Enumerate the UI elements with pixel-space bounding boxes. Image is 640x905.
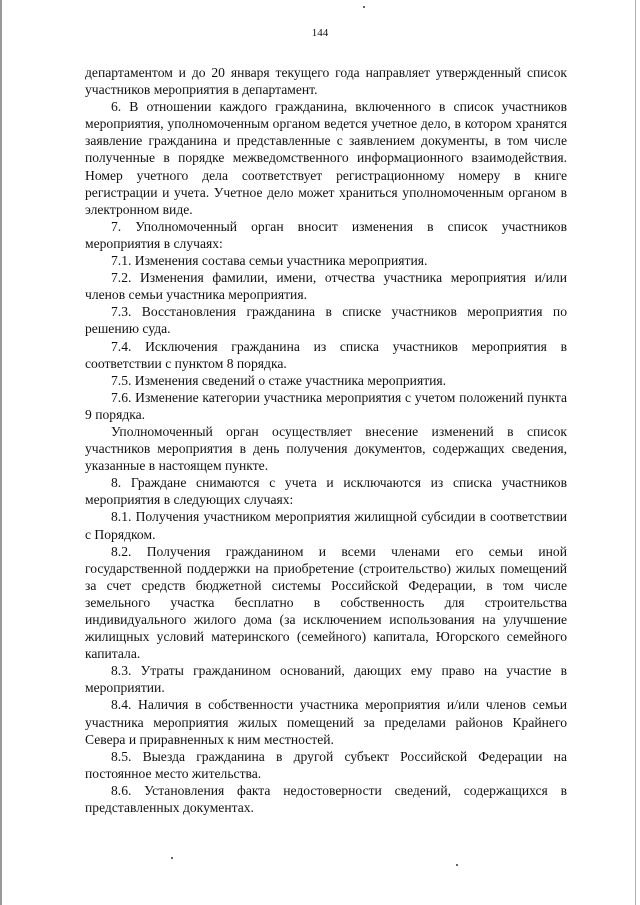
paragraph-item-7-3: 7.3. Восстановления гражданина в списке участников мероприятия по решению суда. [85,304,567,337]
paragraph-item-8: 8. Граждане снимаются с учета и исключаются из списка участников мероприятия в следующих случаях: [85,475,567,508]
paragraph-item-8-6: 8.6. Установления факта недостоверности сведений, содержащихся в представленных документах. [85,782,567,816]
paragraph-item-7-5: 7.5. Изменения сведений о стаже участника мероприятия. [111,372,447,388]
paragraph-item-8-1: 8.1. Получения участником мероприятия жилищной субсидии в соответствии с Порядком. [85,509,567,542]
scan-speck [456,864,458,866]
paragraph-item-6: 6. В отношении каждого гражданина, включенного в список участников мероприятия, уполномоченным органом ведется учетное дело, в котором хранятся заявление гражданина и представленные с заявлением документы, в том числе полученные в порядке межведомственного информационного взаимодействия. Номер учетного дела соответствует регистрационному номеру в книге регистрации и учета. Учетное дело может храниться уполномоченным органом в электронном виде. [85,99,567,217]
paragraph-item-7: 7. Уполномоченный орган вносит изменения в список участников мероприятия в случаях: [85,218,567,251]
paragraph-continuation: департаментом и до 20 января текущего года направляет утвержденный список участников мероприятия в департамент. [85,65,567,98]
paragraph-item-7-2: 7.2. Изменения фамилии, имени, отчества участника мероприятия и/или членов семьи участника мероприятия. [85,270,567,303]
paragraph-item-7-note: Уполномоченный орган осуществляет внесение изменений в список участников мероприятия в день получения документов, содержащих сведения, указанные в настоящем пункте. [85,423,567,474]
page-number: 144 [311,27,329,39]
scan-edge-right [635,0,636,905]
paragraph-item-7-1: 7.1. Изменения состава семьи участника мероприятия. [111,253,428,269]
paragraph-item-7-4: 7.4. Исключения гражданина из списка участников мероприятия в соответствии с пунктом 8 порядка. [85,338,567,371]
paragraph-item-8-2: 8.2. Получения гражданином и всеми членами его семьи иной государственной поддержки на приобретение (строительство) жилых помещений за счет средств бюджетной системы Российской Федерации, в том числе земельного участка бесплатно в собственность для строительства индивидуального жилого дома (за исключением использования на улучшение жилищных условий материнского (семейного) капитала, Югорского семейного капитала. [85,543,567,662]
document-body [85,64,567,816]
scan-speck [171,857,173,859]
scan-speck [363,6,365,8]
paragraph-item-7-6: 7.6. Изменение категории участника мероприятия с учетом положений пункта 9 порядка. [85,389,567,422]
scan-edge-left [0,0,2,905]
paragraph-item-8-3: 8.3. Утраты гражданином оснований, дающих ему право на участие в мероприятии. [85,663,567,696]
paragraph-item-8-4: 8.4. Наличия в собственности участника мероприятия и/или членов семьи участника мероприятия жилых помещений за пределами районов Крайнего Севера и приравненных к ним местностей. [85,697,567,747]
paragraph-item-8-5: 8.5. Выезда гражданина в другой субъект Российской Федерации на постоянное место жительства. [85,748,567,781]
